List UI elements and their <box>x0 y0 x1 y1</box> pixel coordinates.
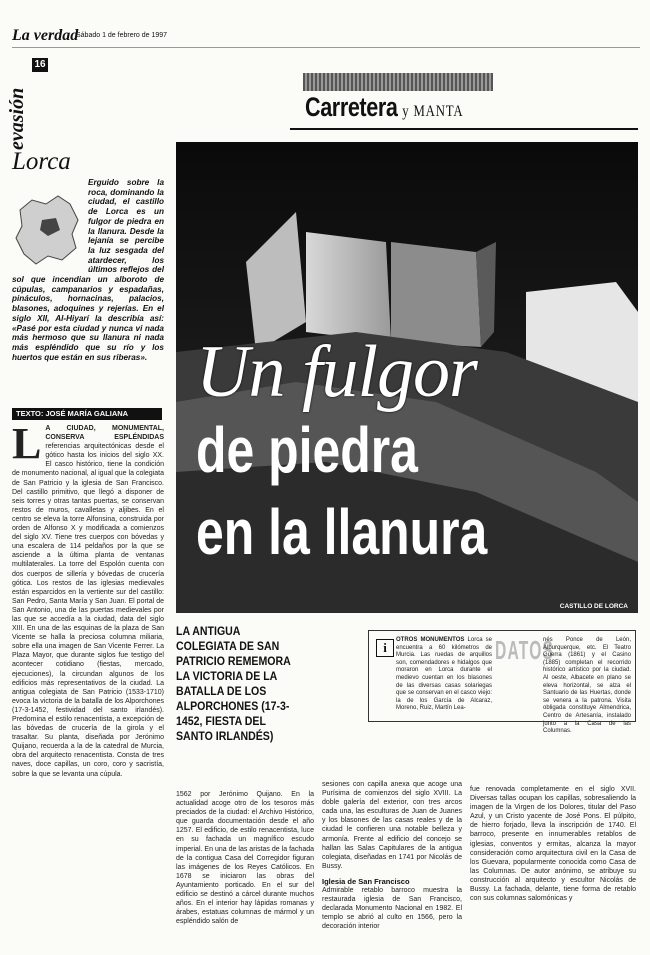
section-banner-decoration <box>303 73 493 91</box>
drop-cap: L <box>12 424 42 468</box>
headline-line-3: en la llanura <box>196 496 488 568</box>
section-divider <box>290 128 638 130</box>
info-box-lead: OTROS MONUMENTOS <box>396 637 465 643</box>
body-column-4: fue renovada completamente en el siglo XVII. Diversas tallas ocupan los capillas, sobresaliendo la imagen de la Virgen de los Dolores, titular del Paso Azul, y un Cristo yacente de José Pons. El púlpito, de hierro forjado, lleva la inscripción de 1740. El barroco, presente en innumerables retablos de iglesias, conventos y ermitas, alcanza la mayor consideración como arquitectura civil en la Casa de los Guevara, popularmente conocida como Casa de las Columnas. De autor anónimo, se atribuye su construcción al arquitecto y escultor Nicolás de Bussy. La fachada, delante, tiene forma de retablo con sus columnas salomónicas y <box>470 786 636 903</box>
headline-line-1: Un fulgor <box>196 331 477 413</box>
byline: TEXTO: JOSÉ MARÍA GALIANA <box>12 408 162 420</box>
photo-caption: CASTILLO DE LORCA <box>559 603 628 610</box>
region-map-icon <box>12 190 84 268</box>
newspaper-name: La verdad <box>12 27 79 44</box>
lead-in: A CIUDAD, MONUMENTAL, CONSERVA ESPLÉNDIDAS <box>45 425 164 442</box>
info-box <box>368 630 636 735</box>
column-heading: Iglesia de San Francisco <box>322 876 410 886</box>
headline-line-2: de piedra <box>196 414 418 486</box>
intro-block <box>12 178 164 362</box>
city-name: Lorca <box>12 148 71 175</box>
intro-text: Erguido sobre la roca, dominando la ciudad, el castillo de Lorca es un fulgor de piedra en la llanura. Desde la lejanía se percibe la luz sesgada del atardecer, los últimos reflejos del sol que incendian un alboroto de cúpulas, campanarios y espadañas, pináculos, hornacinas, palacios, blasones, adoquines y rejerías. En el siglo XII, Al-Hiyarí la describía así: «Pasé por esta ciudad y nunca vi nada más hermoso que su llanura ni nada más espléndido que su río y los huertos que están en sus riberas». <box>12 178 164 362</box>
section-subtitle: y MANTA <box>402 103 464 120</box>
info-icon: i <box>376 639 394 657</box>
section-title: Carretera y MANTA <box>305 92 464 122</box>
section-vertical-label: evasión <box>6 87 28 150</box>
body-text: referencias arquitectónicas desde el gótico hasta los inicios del siglo XX. El casco histórico, tiene la condición de monumento nacional, al igual que la colegiata de San Patricio y la iglesia de San Francisco. Del castillo primitivo, que llegó a disponer de seis torres y otras tantas puertas, se conservan restos de muros, cavalletas y aljibes. En el centro se eleva la torre Alfonsina, construida por orden de Alfonso X y modificada a comienzos del siglo XV. Tiene tres cuerpos con bóvedas y una escalera de 114 peldaños por la que se asciende a la última planta de ventanas multilaterales. La torre del Espolón cuenta con dos cuerpos de sillería y bóvedas de crucería gótica. Los restos de las iglesias medievales están esparcidos en la vertiente sur del castillo: San Pedro, Santa María y San Juan. El portal de San Antonio, una de las puertas medievales por las que se accedía a la ciudad, data del siglo XIII. En una de las esquinas de la plaza de San Vicente se halla la preciosa columna miliaria, sobre ella una imagen de San Vicente Ferrer. La Plaza Mayor, que durante siglos fue testigo del acontecer cotidiano (fiestas, mercado, ejecuciones), la circundan algunos de los edificios más representativos de la ciudad. La antigua colegiata de San Patricio (1533-1710) evoca la victoria de la batalla de los Alporchones (17-3-1452, festividad del santo irlandés). Predomina el estilo renacentista, a excepción de las bóvedas de crucería de la girola y el trasaltar. Su planta, diseñada por Jerónimo Quijano, recuerda a la de la catedral de Murcia, obra del arquitecto renacentista. Consta de tres naves, doce capillas, un coro, coro y sacristía, sobre la que se levanta una cúpula. <box>12 443 164 778</box>
body-column-2: 1562 por Jerónimo Quijano. En la actualidad acoge otro de los tesoros más preciados de la ciudad: el Archivo Histórico, que guarda documentación desde el año 1257. El edificio, de estilo renacentista, luce en su fachada un magnífico escudo imperial. En una de las aristas de la fachada de la contigua Casa del Corregidor figuran las imágenes de los Reyes Católicos. En 1678 se iniciaron las obras del Ayuntamiento porticado. En el sur del edificio se destinó a cárcel durante muchos años. En el interior hay lápidas romanas y árabes, estatuas columnas de mármol y un espléndido salón de <box>176 791 314 926</box>
info-box-column-2: nés Ponce de León, Alburquerque, etc. El Teatro Guerra (1861) y el Casino (1885) completan el recorrido histórico artístico por la ciudad. Al oeste, Albacete en plano se eleva horizontal, se alza el Santuario de las Huertas, donde se venera a la patrona. Visita obligada constituye Almendrica, Centro de Artesanía, instalado junto a la Casa de las Columnas. <box>543 637 631 735</box>
masthead <box>12 27 640 48</box>
subheadline: LA ANTIGUA COLEGIATA DE SAN PATRICIO REMEMORA LA VICTORIA DE LA BATALLA DE LOS ALPORCHONES (17-3-1452, FIESTA DEL SANTO IRLANDÉS) <box>176 626 291 743</box>
issue-date: Sábado 1 de febrero de 1997 <box>76 32 168 39</box>
info-box-title: DATOS <box>495 635 555 665</box>
body-column-1 <box>12 424 164 944</box>
info-box-column-1: OTROS MONUMENTOS Lorca se encuentra a 60 kilómetros de Murcia. Las ruedas de arquillos son, comendadores e hidalgos que moraron en Lorca durante el medievo cuentan en los blasones de las diversas casas solariegas que se conservan en el casco viejo: la de los García de Alcaraz, Moreno, Ruiz, Martín Lea- <box>396 637 493 712</box>
page-number: 16 <box>32 58 48 72</box>
body-column-3: sesiones con capilla anexa que acoge una Purísima de comienzos del siglo XVIII. La doble galería del exterior, con tres arcos cada una, las esculturas de Juan de Juanes y los blasones de las casas reales y de la ciudad le confieren una notable belleza y armonía. Frente al edificio del concejo se hallan las Salas Capitulares de la antigua colegiata, diseñadas en 1741 por Nicolás de Bussy. Iglesia de San Francisco Admirable retablo barroco muestra la restaurada iglesia de San Francisco, declarada Monumento Nacional en 1982. El templo se abrió al culto en 1566, pero la decoración interior <box>322 781 462 931</box>
